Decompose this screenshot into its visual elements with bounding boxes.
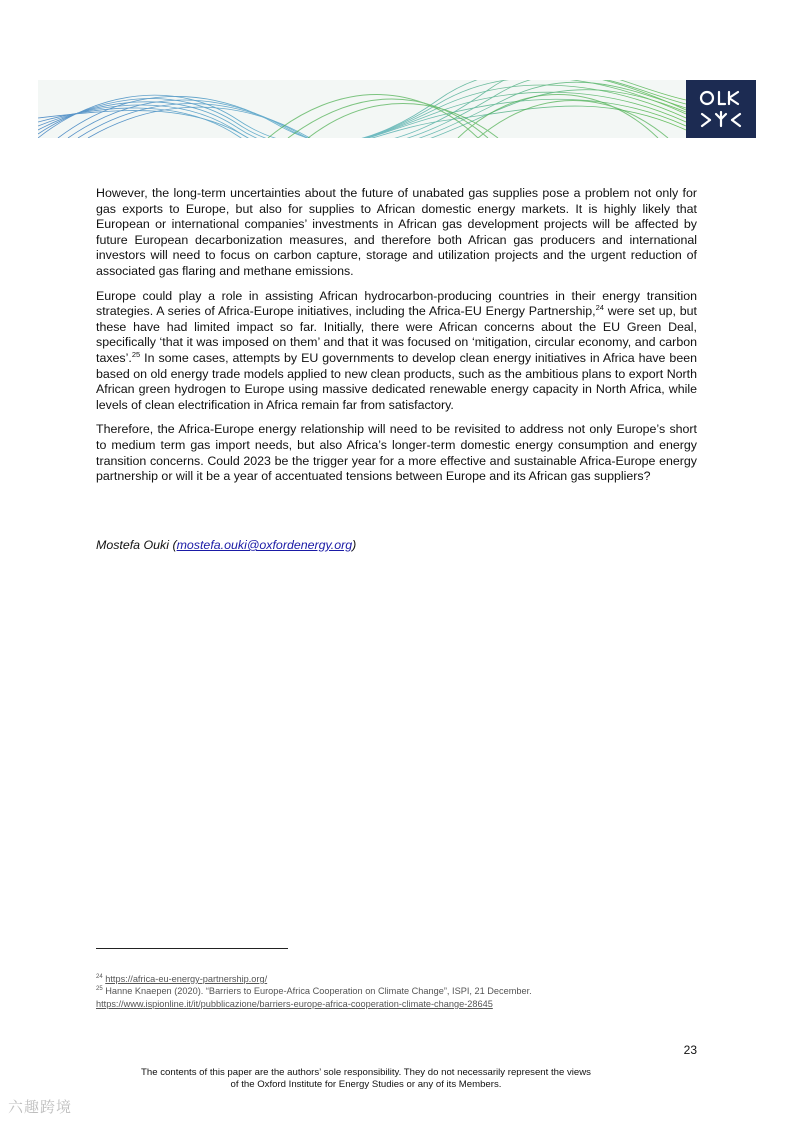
footnote-25-text: Hanne Knaepen (2020). “Barriers to Europe-Africa Cooperation on Climate Change”, ISPI, 21 December. [105,986,532,997]
footnote-ref-24[interactable]: 24 [595,303,604,313]
author-email-link[interactable]: mostefa.ouki@oxfordenergy.org [176,538,353,552]
paragraph-2-part-c: In some cases, attempts by EU governments to develop clean energy initiatives in Africa have been based on old energy trade models applied to new clean products, such as the ambitious plans to export North African green hydrogen to Europe using massive dedicated renewable energy capacity in North Africa, while levels of clean electrification in Africa remain far from satisfactory. [96,350,697,412]
paragraph-2-part-a: Europe could play a role in assisting African hydrocarbon-producing countries in their energy transition strategies. A series of Africa-Europe initiatives, including the Africa-EU Energy Partnership, [96,288,697,319]
page-number: 23 [683,1043,697,1057]
disclaimer-line-1: The contents of this paper are the authors’ sole responsibility. They do not necessarily represent the views [141,1067,591,1078]
signature-open-paren: ( [169,538,177,552]
author-name: Mostefa Ouki [96,538,169,552]
watermark: 六趣跨境 [8,1099,73,1116]
paragraph-3: Therefore, the Africa-Europe energy relationship will need to be revisited to address not only Europe’s short to medium term gas import needs, but also Africa’s longer-term domestic energy consumption and energy transition concerns. Could 2023 be the trigger year for a more effective and sustainable Africa-Europe energy partnership or will it be a year of accentuated tensions between Europe and its African gas suppliers? [96,422,697,484]
disclaimer-line-2: of the Oxford Institute for Energy Studies or any of its Members. [230,1079,502,1090]
footnotes [96,973,716,1010]
oies-logo-icon [698,88,744,130]
footnote-24 [96,973,716,985]
paragraph-2-part-b: were set up, but these have had limited impact so far. Initially, there were African concerns about the EU Green Deal, specifically ‘that it was imposed on them’ and that it was focused on ‘mitigation, circular economy, and carbon taxes’. [96,304,697,365]
footnote-25-link[interactable]: https://www.ispionline.it/it/pubblicazione/barriers-europe-africa-cooperation-climate-change-28645 [96,998,493,1009]
author-signature [96,538,356,552]
footnote-number: 24 [96,973,103,980]
footnote-divider [96,948,288,949]
oies-logo [686,80,756,138]
footnote-24-link[interactable]: https://africa-eu-energy-partnership.org/ [105,974,268,984]
signature-close-paren: ) [352,538,357,552]
footnote-25 [96,985,716,997]
disclaimer [96,1067,636,1091]
article-body [96,186,697,494]
wave-decoration [38,80,686,138]
footnote-ref-25[interactable]: 25 [131,349,141,359]
footnote-number: 25 [96,986,103,993]
footnote-25-link-line [96,998,716,1010]
paragraph-1: However, the long-term uncertainties about the future of unabated gas supplies pose a problem not only for gas exports to Europe, but also for supplies to African domestic energy markets. It is highly likely that European or international companies’ investments in African gas development projects will be affected by future European decarbonization measures, and therefore both African gas producers and international investors will need to focus on carbon capture, storage and utilization projects and the urgent reduction of associated gas flaring and methane emissions. [96,186,697,278]
header-banner [38,80,756,138]
paragraph-2 [96,289,697,414]
